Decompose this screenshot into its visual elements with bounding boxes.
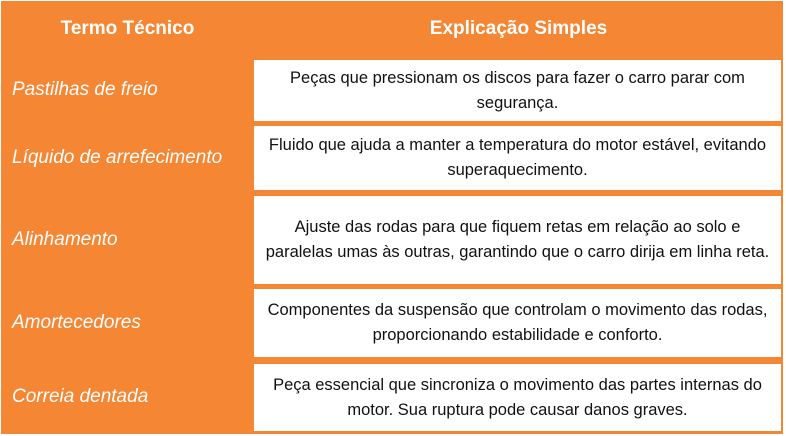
table-row bbox=[1, 57, 783, 123]
explanation-cell: Peça essencial que sincroniza o movimento das partes internas do motor. Sua ruptura pode causar danos graves. bbox=[254, 364, 781, 431]
table-row bbox=[1, 123, 783, 193]
glossary-table bbox=[1, 1, 783, 434]
explanation-cell: Ajuste das rodas para que fiquem retas em relação ao solo e paralelas umas às outras, garantindo que o carro dirija em linha reta. bbox=[254, 196, 781, 284]
table-row bbox=[1, 360, 783, 434]
term-cell: Alinhamento bbox=[12, 228, 118, 250]
explanation-cell: Fluido que ajuda a manter a temperatura do motor estável, evitando superaquecimento. bbox=[254, 126, 781, 190]
table-row bbox=[1, 286, 783, 360]
header-explanation: Explicação Simples bbox=[429, 18, 608, 39]
term-cell: Pastilhas de freio bbox=[12, 79, 158, 100]
explanation-cell: Componentes da suspensão que controlam o movimento das rodas, proporcionando estabilidade e conforto. bbox=[254, 289, 781, 357]
table-row bbox=[1, 193, 783, 286]
header-term: Termo Técnico bbox=[60, 18, 195, 39]
term-cell: Correia dentada bbox=[12, 386, 149, 407]
term-cell: Amortecedores bbox=[12, 312, 141, 333]
explanation-cell: Peças que pressionam os discos para fazer o carro parar com segurança. bbox=[254, 60, 781, 121]
term-cell: Líquido de arrefecimento bbox=[12, 147, 223, 168]
table-header-row bbox=[1, 1, 783, 57]
